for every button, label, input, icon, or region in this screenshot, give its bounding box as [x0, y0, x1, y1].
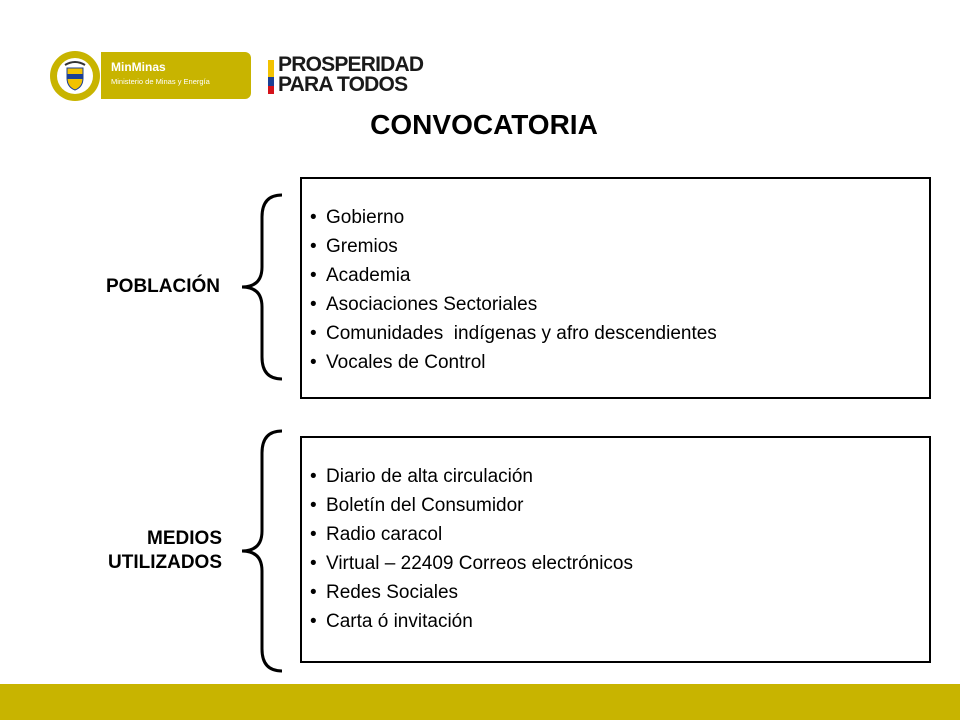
- list-item-text: Carta ó invitación: [326, 611, 473, 632]
- ministry-brand: MinMinas: [111, 60, 166, 74]
- page-title: CONVOCATORIA: [370, 109, 598, 140]
- list-item: [310, 348, 929, 377]
- list-item: [310, 462, 929, 491]
- label-line-1: MEDIOS: [147, 528, 222, 549]
- section-label-poblacion: POBLACIÓN: [106, 276, 220, 297]
- bullet: •: [310, 207, 317, 228]
- bullet: •: [310, 466, 317, 487]
- slogan-line-1: PROSPERIDAD: [278, 53, 424, 76]
- minminas-logo: [101, 52, 251, 99]
- bullet: •: [310, 582, 317, 603]
- media-list: [302, 462, 929, 636]
- left-brace-icon: [238, 428, 284, 674]
- list-item-text: Gremios: [326, 236, 398, 257]
- list-item: [310, 319, 929, 348]
- footer-bar: [0, 684, 960, 720]
- list-item: [310, 232, 929, 261]
- colombia-flag-icon: [268, 60, 274, 94]
- bullet: •: [310, 294, 317, 315]
- list-item: [310, 203, 929, 232]
- population-box: [300, 177, 931, 399]
- bullet: •: [310, 611, 317, 632]
- population-list: [302, 203, 929, 377]
- list-item: [310, 549, 929, 578]
- bullet: •: [310, 553, 317, 574]
- list-item: [310, 491, 929, 520]
- list-item-text: Boletín del Consumidor: [326, 495, 524, 516]
- bullet: •: [310, 265, 317, 286]
- prosperidad-logo: [278, 55, 423, 95]
- list-item: [310, 607, 929, 636]
- list-item: [310, 578, 929, 607]
- bullet: •: [310, 524, 317, 545]
- section-label-medios: [40, 527, 222, 575]
- bullet: •: [310, 236, 317, 257]
- colombia-seal-icon: [49, 50, 101, 102]
- list-item: [310, 520, 929, 549]
- list-item-text: Asociaciones Sectoriales: [326, 294, 538, 315]
- list-item-text: Redes Sociales: [326, 582, 459, 603]
- list-item-text: Comunidades indígenas y afro descendientes: [326, 323, 717, 344]
- bullet: •: [310, 323, 317, 344]
- list-item: [310, 261, 929, 290]
- label-line-2: UTILIZADOS: [108, 552, 222, 573]
- list-item-text: Radio caracol: [326, 524, 443, 545]
- slogan-line-2: PARA TODOS: [278, 73, 408, 96]
- media-box: [300, 436, 931, 663]
- list-item-text: Vocales de Control: [326, 352, 486, 373]
- ministry-name: Ministerio de Minas y Energía: [111, 77, 210, 86]
- list-item-text: Gobierno: [326, 207, 405, 228]
- bullet: •: [310, 495, 317, 516]
- bullet: •: [310, 352, 317, 373]
- list-item-text: Virtual – 22409 Correos electrónicos: [326, 553, 633, 574]
- list-item-text: Diario de alta circulación: [326, 466, 533, 487]
- list-item: [310, 290, 929, 319]
- list-item-text: Academia: [326, 265, 411, 286]
- left-brace-icon: [238, 192, 284, 382]
